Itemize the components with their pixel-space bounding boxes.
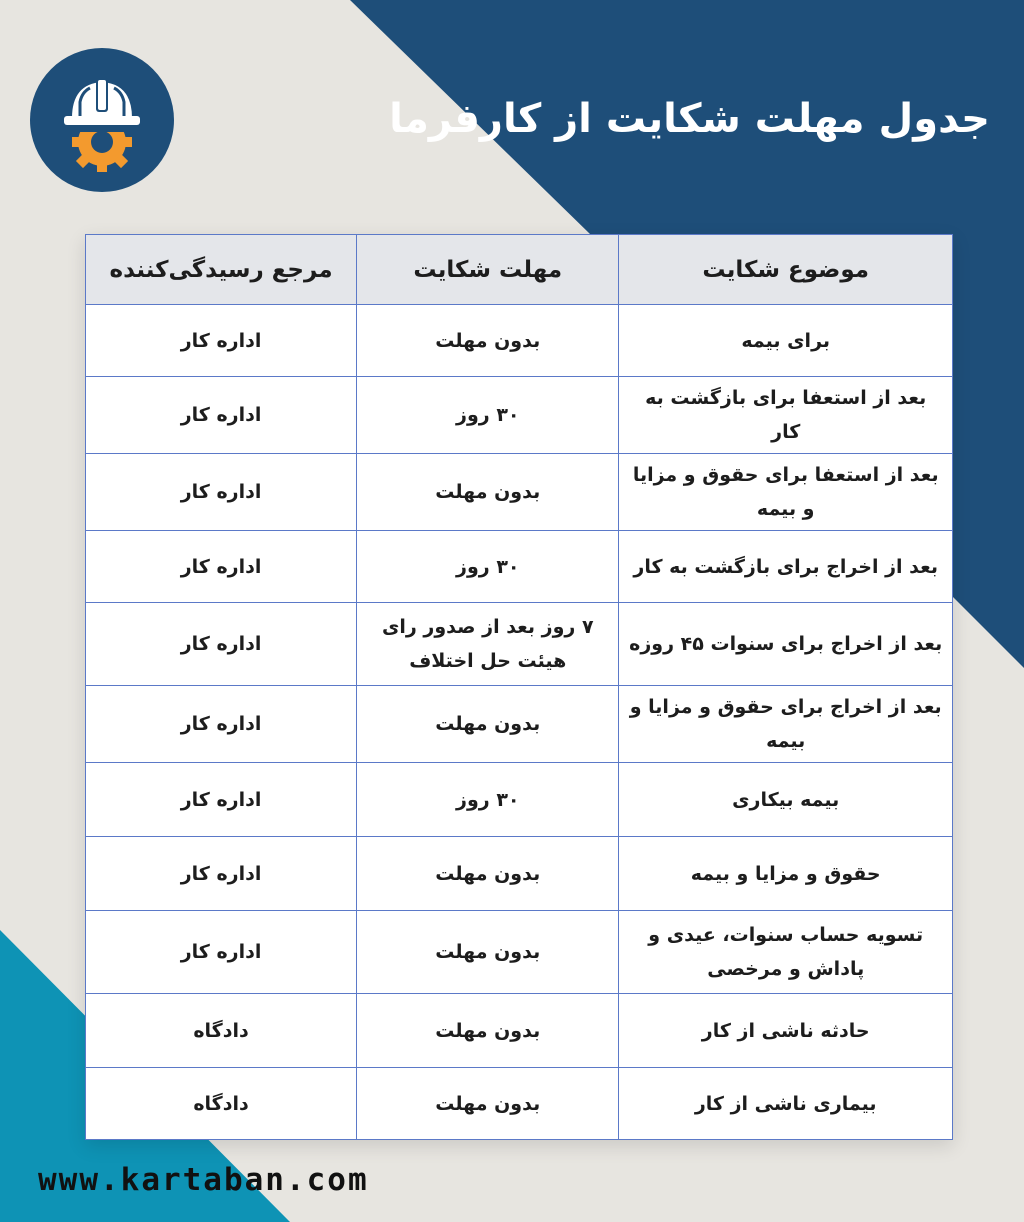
table-row — [86, 911, 953, 994]
cell-subject: بیمه بیکاری — [619, 763, 953, 837]
cell-subject: بعد از اخراج برای بازگشت به کار — [619, 531, 953, 603]
cell-subject: برای بیمه — [619, 305, 953, 377]
cell-subject: حادثه ناشی از کار — [619, 994, 953, 1068]
cell-subject: بعد از اخراج برای حقوق و مزایا و بیمه — [619, 686, 953, 763]
table-row — [86, 531, 953, 603]
table-row — [86, 763, 953, 837]
cell-authority: اداره کار — [86, 377, 357, 454]
cell-deadline: ۳۰ روز — [357, 531, 619, 603]
website-url: www.kartaban.com — [38, 1162, 369, 1198]
header-complaint-deadline: مهلت شکایت — [357, 235, 619, 305]
table-row — [86, 454, 953, 531]
table-header-row — [86, 235, 953, 305]
hard-hat-gear-icon — [50, 68, 154, 172]
company-logo — [30, 48, 174, 192]
page-title: جدول مهلت شکایت از کارفرما — [389, 96, 990, 142]
header-reviewing-authority: مرجع رسیدگی‌کننده — [86, 235, 357, 305]
table-row — [86, 1068, 953, 1140]
cell-deadline: ۳۰ روز — [357, 763, 619, 837]
cell-deadline: بدون مهلت — [357, 1068, 619, 1140]
cell-authority: اداره کار — [86, 305, 357, 377]
cell-deadline: بدون مهلت — [357, 686, 619, 763]
cell-authority: دادگاه — [86, 994, 357, 1068]
cell-authority: اداره کار — [86, 911, 357, 994]
cell-subject: بعد از اخراج برای سنوات ۴۵ روزه — [619, 603, 953, 686]
cell-authority: اداره کار — [86, 531, 357, 603]
cell-subject: بیماری ناشی از کار — [619, 1068, 953, 1140]
cell-subject: تسویه حساب سنوات، عیدی و پاداش و مرخصی — [619, 911, 953, 994]
cell-deadline: بدون مهلت — [357, 454, 619, 531]
table-row — [86, 994, 953, 1068]
cell-subject: بعد از استعفا برای بازگشت به کار — [619, 377, 953, 454]
table-row — [86, 377, 953, 454]
header-complaint-subject: موضوع شکایت — [619, 235, 953, 305]
table-row — [86, 603, 953, 686]
cell-authority: اداره کار — [86, 837, 357, 911]
table-row — [86, 686, 953, 763]
cell-authority: دادگاه — [86, 1068, 357, 1140]
cell-deadline: بدون مهلت — [357, 911, 619, 994]
cell-authority: اداره کار — [86, 454, 357, 531]
cell-authority: اداره کار — [86, 686, 357, 763]
cell-deadline: ۷ روز بعد از صدور رای هیئت حل اختلاف — [357, 603, 619, 686]
cell-deadline: بدون مهلت — [357, 994, 619, 1068]
cell-authority: اداره کار — [86, 603, 357, 686]
cell-subject: حقوق و مزایا و بیمه — [619, 837, 953, 911]
cell-deadline: بدون مهلت — [357, 305, 619, 377]
table-row — [86, 305, 953, 377]
cell-deadline: ۳۰ روز — [357, 377, 619, 454]
complaint-deadline-table — [85, 234, 953, 1140]
cell-subject: بعد از استعفا برای حقوق و مزایا و بیمه — [619, 454, 953, 531]
cell-deadline: بدون مهلت — [357, 837, 619, 911]
table-row — [86, 837, 953, 911]
cell-authority: اداره کار — [86, 763, 357, 837]
